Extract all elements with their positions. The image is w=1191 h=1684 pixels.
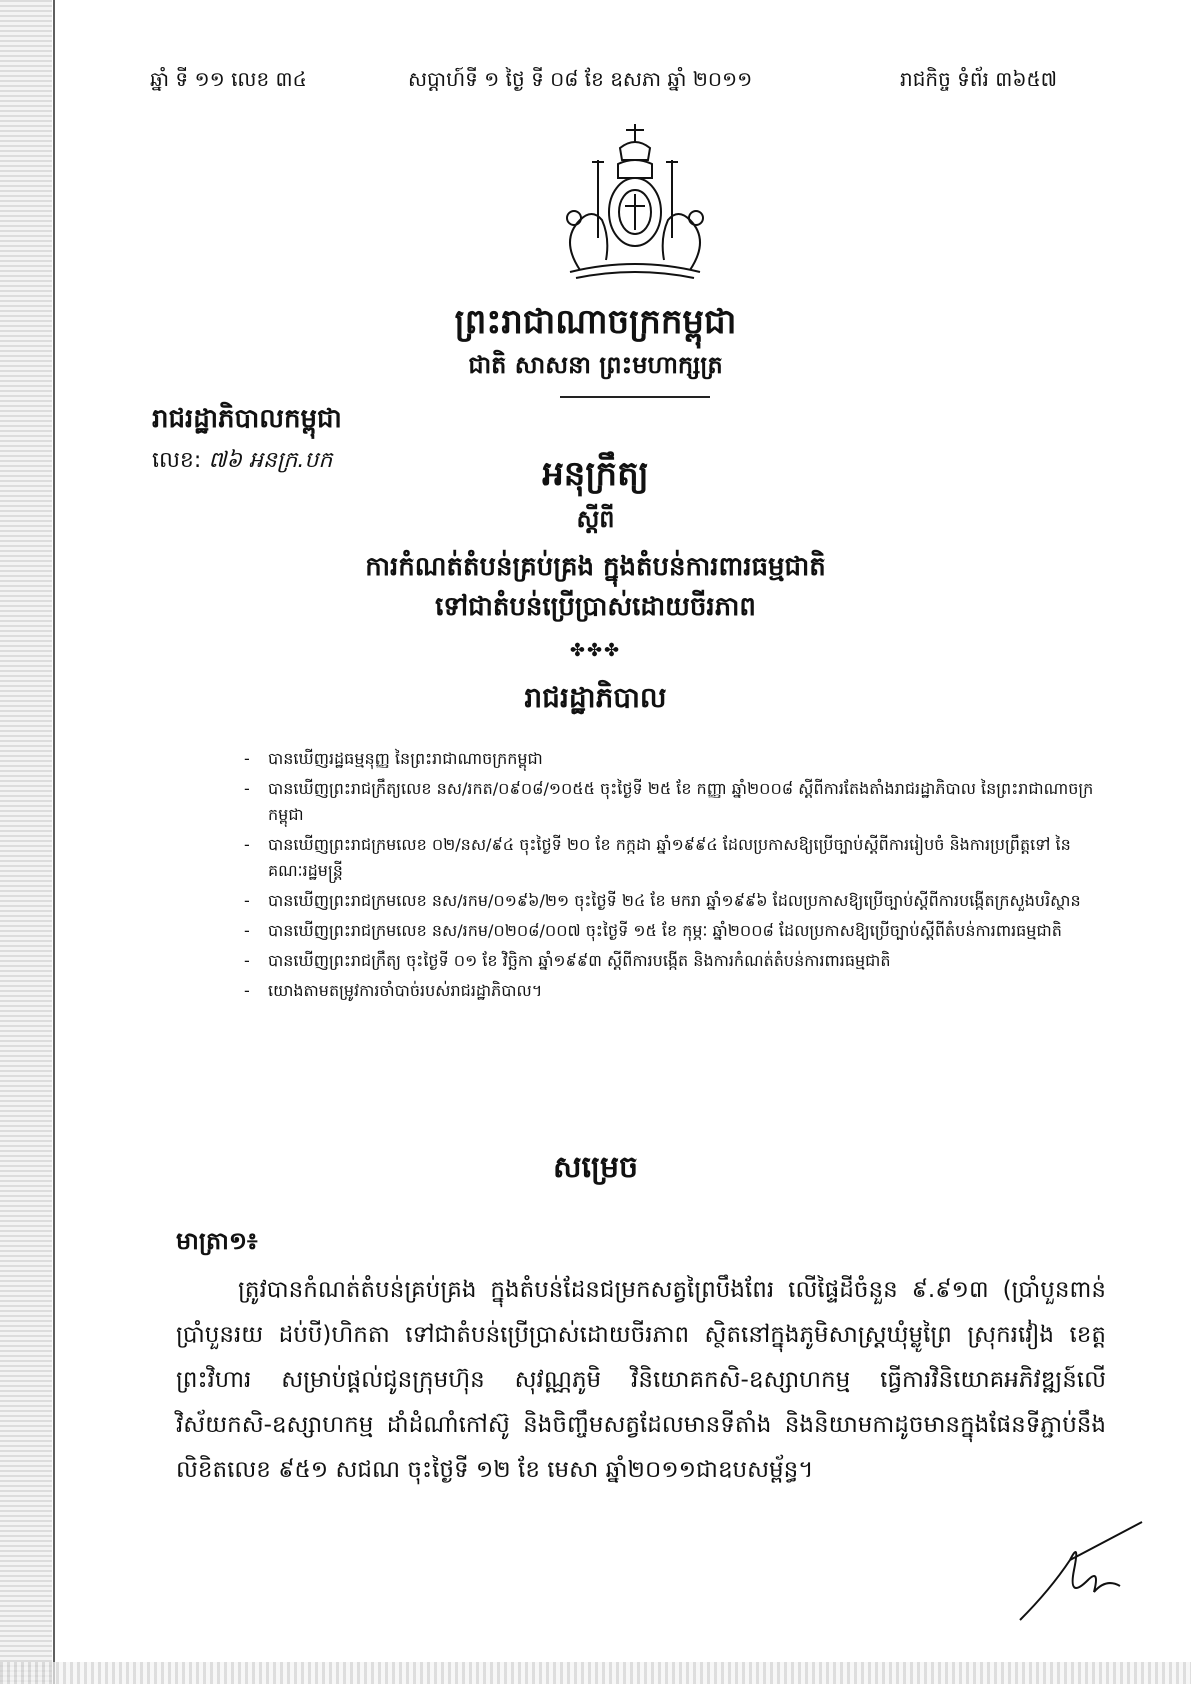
reference-item: - បានឃើញព្រះរាជក្រមលេខ នស/រកម/០១៩៦/២១ ចុះថ្ងៃទី ២៤ ខែ មករា ឆ្នាំ១៩៩៦ ដែលប្រកាសឱ្យប្រើច្បាប់ស្តីពីការបង្កើតក្រសួងបរិស្ថាន — [244, 888, 1104, 914]
reference-item: - បានឃើញរដ្ឋធម្មនុញ្ញ នៃព្រះរាជាណាចក្រកម្ពុជា — [244, 746, 1104, 772]
document-number-label: លេខ: — [152, 448, 202, 473]
article-1-title: មាត្រា១៖ — [176, 1227, 258, 1255]
reference-item: - បានឃើញព្រះរាជក្រមលេខ នស/រកម/០២០៨/០០៧ ចុះថ្ងៃទី ១៥ ខែ កុម្ភៈ ឆ្នាំ២០០៨ ដែលប្រកាសឱ្យប្រើច្បាប់ស្តីពីតំបន់ការពារធម្មជាតិ — [244, 918, 1104, 944]
document-type: អនុក្រឹត្យ — [542, 454, 649, 494]
reference-item: - បានឃើញព្រះរាជក្រឹត្យ ចុះថ្ងៃទី ០១ ខែ វិច្ឆិកា ឆ្នាំ១៩៩៣ ស្តីពីការបង្កើត និងការកំណត់តំបន់ការពារធម្មជាតិ — [244, 948, 1104, 974]
gazette-date: សប្តាហ៍ទី ១ ថ្ងៃ ទី ០៨ ខែ ឧសភា ឆ្នាំ ២០១១ — [408, 67, 753, 91]
scan-left-edge — [0, 0, 52, 1684]
document-title-line-2: ទៅជាតំបន់ប្រើប្រាស់ដោយចីរភាព — [435, 592, 756, 622]
gazette-page: រាជកិច្ច ទំព័រ ៣៦៥៧ — [900, 67, 1058, 91]
document-number-value: ៧៦ អនក្រ.បក — [208, 448, 333, 473]
motto-divider — [560, 396, 710, 398]
gazette-issue: ឆ្នាំ ទី ១១ លេខ ៣៤ — [150, 67, 307, 91]
scan-bottom-edge — [0, 1662, 1191, 1684]
government-heading: រាជរដ្ឋាភិបាល — [524, 681, 667, 714]
kingdom-name: ព្រះរាជាណាចក្រកម្ពុជា — [454, 302, 737, 342]
legal-references — [244, 746, 1104, 1008]
article-1-body: ត្រូវបានកំណត់តំបន់គ្រប់គ្រង ក្នុងតំបន់ដែនជម្រកសត្វព្រៃបឹងពែរ លើផ្ទៃដីចំនួន ៩.៩១៣ (ប្រាំបួនពាន់ ប្រាំបួនរយ ដប់បី)ហិកតា ទៅជាតំបន់ប្រើប្រាស់ដោយចីរភាព ស្ថិតនៅក្នុងភូមិសាស្ត្រឃុំម្លូព្រៃ ស្រុករវៀង ខេត្តព្រះវិហារ សម្រាប់ផ្តល់ជូនក្រុមហ៊ុន សុវណ្ណភូមិ វិនិយោគកសិ-ឧស្សាហកម្ម ធ្វើការវិនិយោគអភិវឌ្ឍន៍លើវិស័យកសិ-ឧស្សាហកម្ម ដាំដំណាំកៅស៊ូ និងចិញ្ចឹមសត្វដែលមានទីតាំង និងនិយាមកាដូចមានក្នុងផែនទីភ្ជាប់នឹងលិខិតលេខ ៩៥១ សជណ ចុះថ្ងៃទី ១២ ខែ មេសា ឆ្នាំ២០១១ជាឧបសម្ព័ន្ធ។ — [176, 1277, 1106, 1483]
document-about: ស្តីពី — [576, 505, 615, 533]
decision-heading: សម្រេច — [552, 1150, 639, 1185]
signature-mark-icon — [1010, 1520, 1150, 1630]
royal-emblem-icon — [540, 120, 730, 280]
issuing-authority: រាជរដ្ឋាភិបាលកម្ពុជា — [152, 404, 342, 434]
reference-item: - បានឃើញព្រះរាជក្រមលេខ ០២/នស/៩៤ ចុះថ្ងៃទី ២០ ខែ កក្កដា ឆ្នាំ១៩៩៤ ដែលប្រកាសឱ្យប្រើច្បាប់ស្តីពីការរៀបចំ និងការប្រព្រឹត្តទៅ នៃគណៈរដ្ឋមន្ត្រី — [244, 832, 1104, 884]
title-ornament: ✤✤✤ — [569, 640, 622, 661]
document-title-line-1: ការកំណត់តំបន់គ្រប់គ្រង ក្នុងតំបន់ការពារធម្មជាតិ — [365, 552, 826, 582]
reference-item: - យោងតាមតម្រូវការចាំបាច់របស់រាជរដ្ឋាភិបាល។ — [244, 978, 1104, 1004]
reference-item: - បានឃើញព្រះរាជក្រឹត្យលេខ នស/រកត/០៩០៨/១០៥៥ ចុះថ្ងៃទី ២៥ ខែ កញ្ញា ឆ្នាំ២០០៨ ស្តីពីការតែងតាំងរាជរដ្ឋាភិបាល នៃព្រះរាជាណាចក្រកម្ពុជា — [244, 776, 1104, 828]
national-motto: ជាតិ សាសនា ព្រះមហាក្សត្រ — [468, 351, 723, 379]
